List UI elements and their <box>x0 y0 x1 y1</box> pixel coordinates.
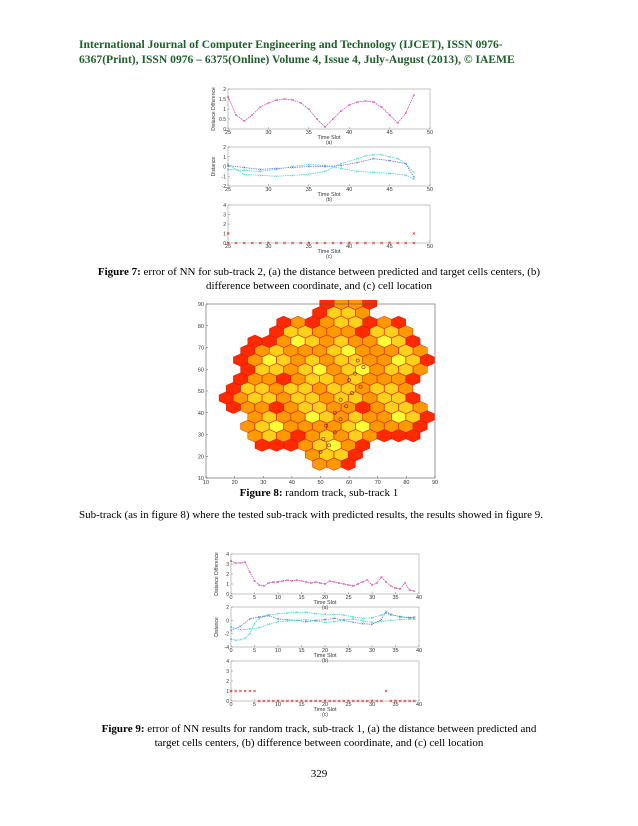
x-tick-label: 25 <box>224 187 232 193</box>
page-number: 329 <box>310 768 328 780</box>
data-point <box>385 581 387 583</box>
y-tick-label: 1 <box>223 154 226 161</box>
figure8-caption <box>79 486 559 500</box>
x-axis-label: Time Slot <box>317 192 341 198</box>
x-axis-label: Time Slot <box>313 600 337 606</box>
x-tick-label: 5 <box>252 702 257 708</box>
data-point <box>413 171 415 173</box>
y-tick-label: 80 <box>197 323 204 330</box>
y-tick-label: 0 <box>223 164 226 171</box>
x-tick-label: 15 <box>298 648 305 654</box>
y-tick-label: 1 <box>223 107 226 113</box>
data-point <box>389 114 391 116</box>
x-tick-label: 35 <box>392 595 399 601</box>
y-tick-label: 40 <box>197 410 204 417</box>
x-tick-label: 35 <box>305 244 312 250</box>
x-tick-label: 40 <box>415 595 423 601</box>
x-tick-label: 90 <box>431 480 439 486</box>
x-tick-label: 10 <box>274 648 282 654</box>
data-point <box>249 618 251 620</box>
y-tick-label: 3 <box>223 212 226 219</box>
x-tick-label: 30 <box>368 648 376 654</box>
y-tick-label: 70 <box>197 345 204 352</box>
x-tick-label: 40 <box>415 648 423 654</box>
subplot-label: (a) <box>321 605 329 611</box>
y-tick-label: -2 <box>224 631 229 638</box>
y-tick-label: 0 <box>223 241 226 247</box>
x-tick-label: 30 <box>368 702 376 708</box>
y-tick-label: 0.5 <box>219 117 226 123</box>
data-point <box>239 690 241 692</box>
y-tick-label: 0 <box>223 127 226 133</box>
y-tick-label: -2 <box>221 184 226 190</box>
figure9-plot-c <box>205 657 427 719</box>
data-point <box>249 690 251 692</box>
x-tick-label: 25 <box>224 130 232 136</box>
y-tick-label: 50 <box>197 389 204 395</box>
data-point <box>308 108 310 110</box>
figure8-plot <box>190 300 448 488</box>
x-tick-label: 10 <box>274 595 282 601</box>
x-tick-label: 80 <box>403 480 410 486</box>
x-tick-label: 30 <box>265 130 272 136</box>
data-point <box>244 690 246 692</box>
x-tick-label: 35 <box>305 187 312 193</box>
subplot-label: (b) <box>321 658 329 664</box>
x-tick-label: 70 <box>374 480 381 486</box>
plot-frame <box>228 205 430 243</box>
y-tick-label: 4 <box>223 203 226 209</box>
figure7-caption-text: error of NN for sub-track 2, (a) the distance between predicted and target cells centers, (b) difference between coordinate, and (c) cell location <box>140 266 541 292</box>
plot-frame <box>231 661 419 701</box>
x-tick-label: 15 <box>298 702 305 708</box>
x-tick-label: 25 <box>224 244 232 250</box>
y-tick-label: 4 <box>226 552 229 558</box>
y-tick-label: 0 <box>226 618 229 625</box>
y-tick-label: 60 <box>197 367 204 374</box>
figure9-caption-line1-row <box>79 722 559 736</box>
figure8-caption-label: Figure 8: <box>239 487 283 499</box>
y-tick-label: 2 <box>223 145 226 151</box>
y-tick-label: 1 <box>226 689 229 695</box>
x-axis-label: Time Slot <box>313 707 337 713</box>
x-tick-label: 20 <box>321 595 329 601</box>
x-tick-label: 15 <box>298 595 305 601</box>
x-tick-label: 5 <box>252 648 257 654</box>
x-tick-label: 35 <box>392 648 399 654</box>
x-tick-label: 40 <box>288 480 295 486</box>
y-tick-label: 3 <box>226 562 229 568</box>
data-point <box>235 690 237 692</box>
y-axis-label: Distance Difference <box>211 87 217 131</box>
y-tick-label: 4 <box>226 659 229 665</box>
journal-header <box>79 37 559 67</box>
data-point <box>381 106 383 108</box>
data-point <box>254 623 256 625</box>
plot-frame <box>231 554 419 594</box>
data-point <box>243 120 245 122</box>
data-point <box>413 176 415 178</box>
y-axis-label: Distance Difference <box>214 552 220 596</box>
y-tick-label: 1.5 <box>219 97 226 103</box>
subplot-label: (c) <box>326 254 332 260</box>
x-tick-label: 10 <box>202 480 210 486</box>
x-tick-label: 35 <box>392 702 399 708</box>
y-tick-label: 20 <box>197 454 204 461</box>
journal-header-line1: International Journal of Computer Engineering and Technology (IJCET), ISSN 0976- <box>79 38 503 51</box>
data-point <box>253 690 255 692</box>
data-point <box>380 576 382 578</box>
series-line-0 <box>231 561 414 591</box>
data-point <box>251 114 253 116</box>
data-point <box>332 118 334 120</box>
data-point <box>397 122 399 124</box>
data-point <box>413 94 415 96</box>
x-tick-label: 30 <box>368 595 376 601</box>
series-line-0 <box>228 95 414 127</box>
figure7-plot-b <box>200 143 440 207</box>
x-tick-label: 30 <box>260 480 267 486</box>
subplot-label: (b) <box>325 197 333 203</box>
x-tick-label: 40 <box>346 244 353 250</box>
figure7-plot-a <box>200 85 440 147</box>
x-tick-label: 20 <box>321 648 329 654</box>
y-tick-label: 2 <box>226 605 229 611</box>
y-tick-label: 1 <box>223 231 226 238</box>
figure7-caption <box>79 265 559 293</box>
data-point <box>316 118 318 120</box>
x-tick-label: 20 <box>231 480 238 486</box>
x-tick-label: 10 <box>274 702 282 708</box>
x-tick-label: 0 <box>229 595 233 601</box>
y-axis-label: Distance <box>214 617 220 637</box>
subplot-label: (a) <box>325 140 333 146</box>
y-tick-label: 2 <box>223 222 226 228</box>
x-tick-label: 45 <box>386 244 393 250</box>
y-tick-label: 0 <box>226 592 229 598</box>
x-tick-label: 45 <box>386 187 393 193</box>
x-tick-label: 0 <box>229 648 233 654</box>
x-tick-label: 50 <box>426 130 434 136</box>
y-axis-label: Distance <box>211 156 217 177</box>
data-point <box>413 232 415 234</box>
data-point <box>390 585 392 587</box>
plot-frame <box>231 607 419 647</box>
journal-header-line2: 6367(Print), ISSN 0976 – 6375(Online) Volume 4, Issue 4, July-August (2013), © IAEME <box>79 53 515 66</box>
x-tick-label: 45 <box>386 130 393 136</box>
data-point <box>404 582 406 584</box>
body-paragraph: Sub-track (as in figure 8) where the tested sub-track with predicted results, the results showed in figure 9. <box>79 509 544 521</box>
y-tick-label: -4 <box>224 645 229 651</box>
figure8-caption-text: random track, sub-track 1 <box>282 487 399 499</box>
data-point <box>324 126 326 128</box>
x-tick-label: 35 <box>305 130 312 136</box>
x-tick-label: 60 <box>346 480 353 486</box>
x-tick-label: 50 <box>426 187 434 193</box>
x-tick-label: 5 <box>252 595 257 601</box>
x-tick-label: 50 <box>426 244 434 250</box>
data-point <box>385 611 387 613</box>
y-tick-label: 10 <box>197 476 204 482</box>
x-tick-label: 25 <box>345 648 352 654</box>
figure9-caption <box>79 722 559 750</box>
x-axis-label: Time Slot <box>313 653 337 659</box>
x-tick-label: 30 <box>265 187 272 193</box>
y-tick-label: 90 <box>197 302 204 308</box>
y-tick-label: 2 <box>226 679 229 685</box>
x-tick-label: 20 <box>321 702 329 708</box>
x-tick-label: 25 <box>345 702 352 708</box>
x-tick-label: 40 <box>346 130 353 136</box>
x-tick-label: 40 <box>415 702 423 708</box>
figure7-plot-c <box>200 201 440 261</box>
figure9-caption-line2: target cells centers, (b) difference between coordinate, and (c) cell location <box>154 737 484 749</box>
figure9-caption-line1: error of NN results for random track, sub-track 1, (a) the distance between predicted and <box>144 723 537 735</box>
y-tick-label: 0 <box>226 699 229 705</box>
figure7-caption-label: Figure 7: <box>97 266 141 278</box>
series-line-1 <box>228 159 414 178</box>
x-axis-label: Time Slot <box>317 135 341 141</box>
x-tick-label: 25 <box>345 595 352 601</box>
y-tick-label: 2 <box>223 87 226 93</box>
y-tick-label: 3 <box>226 669 229 675</box>
y-tick-label: 1 <box>226 582 229 588</box>
data-point <box>380 619 382 621</box>
y-tick-label: -1 <box>221 174 226 181</box>
data-point <box>340 110 342 112</box>
y-tick-label: 2 <box>226 572 229 578</box>
subplot-label: (c) <box>322 712 328 718</box>
x-tick-label: 0 <box>229 702 233 708</box>
x-tick-label: 50 <box>317 480 324 486</box>
x-tick-label: 30 <box>265 244 272 250</box>
data-point <box>385 690 387 692</box>
x-axis-label: Time Slot <box>317 249 341 255</box>
figure9-caption-label: Figure 9: <box>101 723 145 735</box>
x-tick-label: 40 <box>346 187 353 193</box>
y-tick-label: 30 <box>197 432 204 439</box>
figure9-plot-b <box>205 603 427 665</box>
